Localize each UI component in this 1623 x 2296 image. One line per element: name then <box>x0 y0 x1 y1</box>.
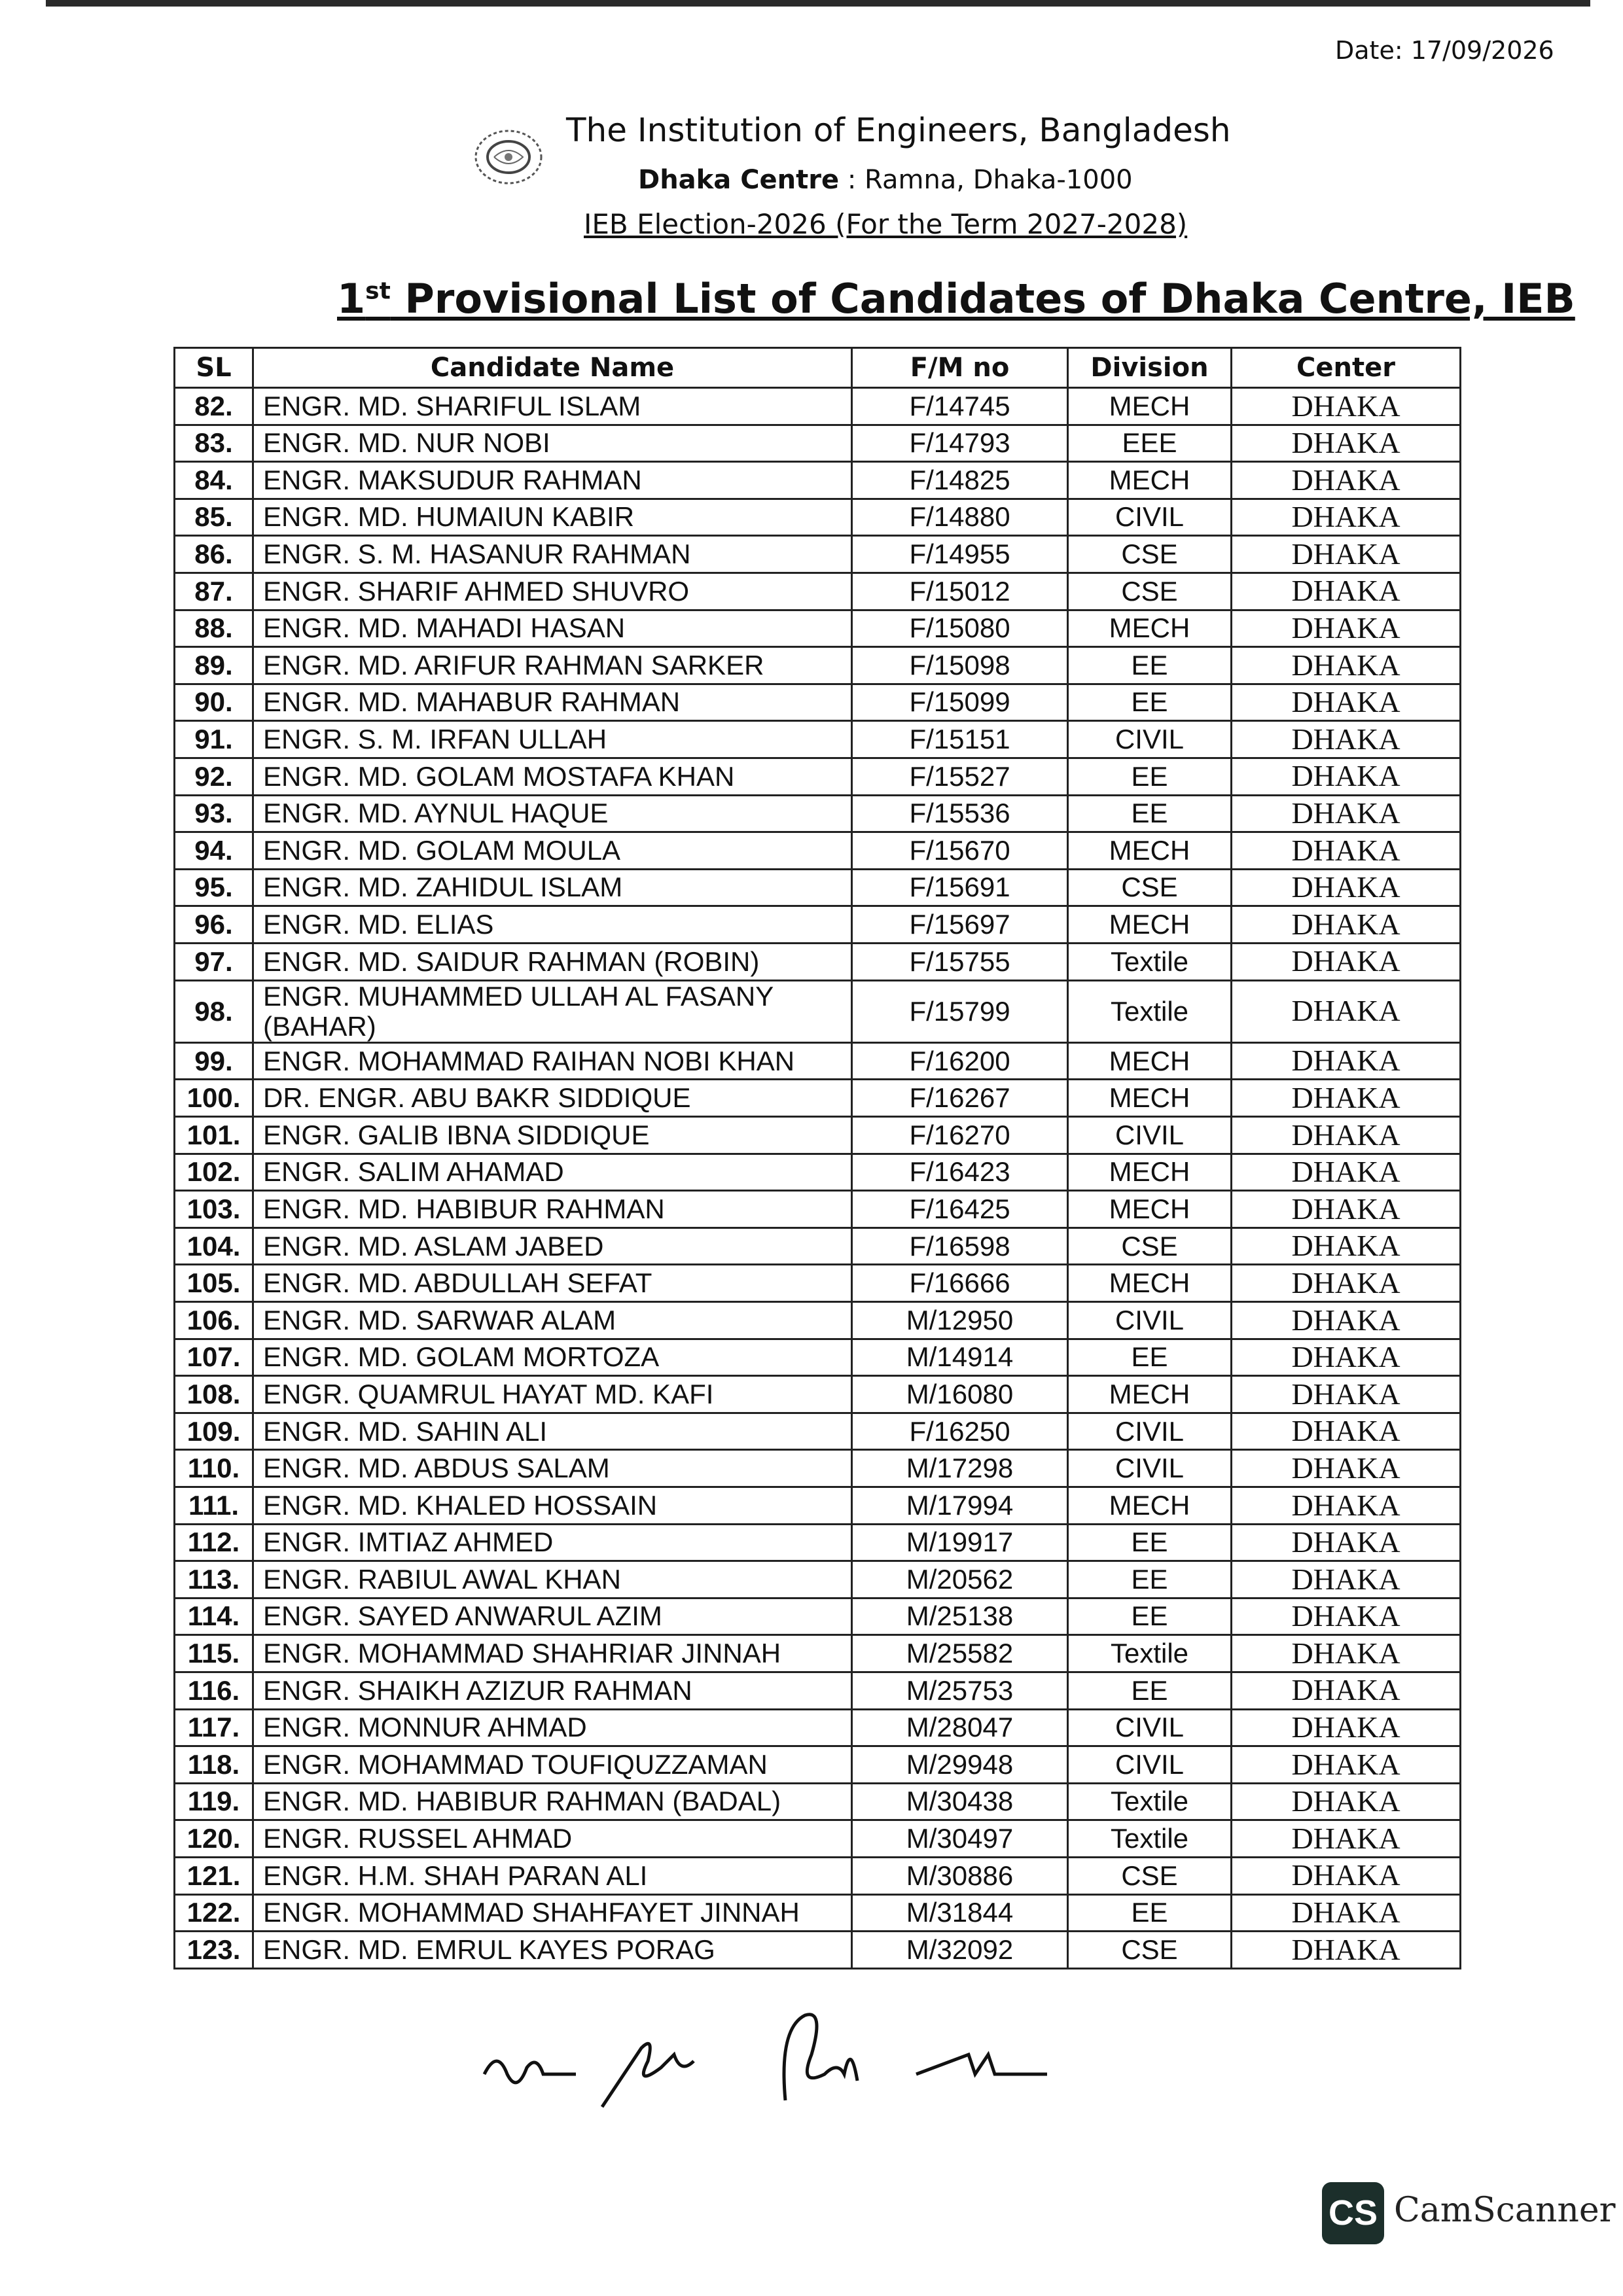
cell-fm-no: M/30886 <box>852 1857 1068 1894</box>
cell-center: DHAKA <box>1232 462 1461 499</box>
cell-candidate-name: ENGR. MD. ELIAS <box>253 906 852 944</box>
cell-fm-no: M/30438 <box>852 1783 1068 1820</box>
cell-fm-no: F/16666 <box>852 1265 1068 1302</box>
cell-sl: 109. <box>175 1413 253 1450</box>
cell-candidate-name: ENGR. QUAMRUL HAYAT MD. KAFI <box>253 1376 852 1413</box>
cell-fm-no: F/14955 <box>852 536 1068 573</box>
table-row <box>175 1709 1461 1746</box>
cell-center: DHAKA <box>1232 721 1461 758</box>
cell-fm-no: F/15691 <box>852 869 1068 906</box>
cell-center: DHAKA <box>1232 1635 1461 1672</box>
cell-candidate-name: ENGR. MD. SAHIN ALI <box>253 1413 852 1450</box>
scan-top-edge <box>46 0 1590 7</box>
cell-candidate-name: ENGR. MUHAMMED ULLAH AL FASANY (BAHAR) <box>253 980 852 1042</box>
table-row <box>175 758 1461 795</box>
cell-fm-no: M/25753 <box>852 1672 1068 1709</box>
cell-candidate-name: ENGR. MD. SHARIFUL ISLAM <box>253 388 852 425</box>
cell-sl: 86. <box>175 536 253 573</box>
cell-sl: 90. <box>175 684 253 721</box>
cell-fm-no: M/32092 <box>852 1932 1068 1969</box>
cell-candidate-name: ENGR. MOHAMMAD SHAHFAYET JINNAH <box>253 1894 852 1932</box>
table-row <box>175 795 1461 832</box>
cell-sl: 100. <box>175 1080 253 1117</box>
cell-center: DHAKA <box>1232 684 1461 721</box>
cell-fm-no: F/16270 <box>852 1117 1068 1154</box>
table-row <box>175 1302 1461 1339</box>
cell-fm-no: F/16267 <box>852 1080 1068 1117</box>
list-title-ordinal: st <box>365 277 391 305</box>
cell-division: CSE <box>1068 573 1232 610</box>
cell-sl: 106. <box>175 1302 253 1339</box>
candidates-table <box>173 347 1461 1969</box>
cell-fm-no: M/28047 <box>852 1709 1068 1746</box>
cell-center: DHAKA <box>1232 1191 1461 1228</box>
cell-division: MECH <box>1068 1042 1232 1080</box>
cell-division: EE <box>1068 647 1232 684</box>
cell-center: DHAKA <box>1232 795 1461 832</box>
cell-division: CIVIL <box>1068 1450 1232 1487</box>
table-row <box>175 1672 1461 1709</box>
cell-sl: 112. <box>175 1524 253 1561</box>
cell-sl: 84. <box>175 462 253 499</box>
cell-division: CSE <box>1068 1932 1232 1969</box>
cell-sl: 105. <box>175 1265 253 1302</box>
cell-center: DHAKA <box>1232 1709 1461 1746</box>
cell-center: DHAKA <box>1232 1783 1461 1820</box>
table-row <box>175 1932 1461 1969</box>
cell-sl: 118. <box>175 1746 253 1784</box>
table-row <box>175 388 1461 425</box>
table-row <box>175 536 1461 573</box>
cell-division: MECH <box>1068 462 1232 499</box>
cell-sl: 120. <box>175 1820 253 1858</box>
cell-sl: 92. <box>175 758 253 795</box>
table-row <box>175 610 1461 647</box>
cell-candidate-name: ENGR. S. M. HASANUR RAHMAN <box>253 536 852 573</box>
column-header-fm-no: F/M no <box>852 348 1068 388</box>
cell-sl: 113. <box>175 1561 253 1598</box>
cell-sl: 95. <box>175 869 253 906</box>
cell-candidate-name: ENGR. MD. ARIFUR RAHMAN SARKER <box>253 647 852 684</box>
table-row <box>175 1154 1461 1191</box>
cell-division: CSE <box>1068 1857 1232 1894</box>
cell-division: MECH <box>1068 1265 1232 1302</box>
cell-sl: 122. <box>175 1894 253 1932</box>
cell-candidate-name: ENGR. MD. HABIBUR RAHMAN <box>253 1191 852 1228</box>
cell-sl: 85. <box>175 499 253 536</box>
cell-fm-no: M/17994 <box>852 1487 1068 1525</box>
cell-sl: 83. <box>175 425 253 462</box>
cell-division: EE <box>1068 758 1232 795</box>
cell-division: Textile <box>1068 1635 1232 1672</box>
cell-candidate-name: ENGR. MD. SARWAR ALAM <box>253 1302 852 1339</box>
cell-division: MECH <box>1068 610 1232 647</box>
cell-sl: 110. <box>175 1450 253 1487</box>
cell-sl: 91. <box>175 721 253 758</box>
column-header-center: Center <box>1232 348 1461 388</box>
document-date: Date: 17/09/2026 <box>1335 36 1554 65</box>
cell-division: CIVIL <box>1068 1746 1232 1784</box>
camscanner-logo-icon: CS <box>1322 2182 1384 2244</box>
cell-center: DHAKA <box>1232 1450 1461 1487</box>
table-row <box>175 906 1461 944</box>
cell-sl: 97. <box>175 943 253 980</box>
cell-center: DHAKA <box>1232 1894 1461 1932</box>
cell-center: DHAKA <box>1232 906 1461 944</box>
cell-candidate-name: ENGR. MOHAMMAD TOUFIQUZZAMAN <box>253 1746 852 1784</box>
table-row <box>175 1376 1461 1413</box>
list-title-text: Provisional List of Candidates of Dhaka Centre, IEB <box>390 275 1575 323</box>
cell-center: DHAKA <box>1232 1598 1461 1635</box>
cell-division: MECH <box>1068 1080 1232 1117</box>
table-row <box>175 425 1461 462</box>
cell-fm-no: F/15151 <box>852 721 1068 758</box>
cell-fm-no: M/30497 <box>852 1820 1068 1858</box>
cell-sl: 87. <box>175 573 253 610</box>
cell-candidate-name: ENGR. MD. EMRUL KAYES PORAG <box>253 1932 852 1969</box>
handwritten-signatures <box>471 1976 1060 2127</box>
cell-division: CIVIL <box>1068 1117 1232 1154</box>
cell-sl: 104. <box>175 1227 253 1265</box>
cell-fm-no: F/15099 <box>852 684 1068 721</box>
list-title <box>337 275 1575 323</box>
cell-center: DHAKA <box>1232 1042 1461 1080</box>
cell-center: DHAKA <box>1232 647 1461 684</box>
election-term: IEB Election-2026 (For the Term 2027-2028) <box>584 208 1188 240</box>
cell-candidate-name: DR. ENGR. ABU BAKR SIDDIQUE <box>253 1080 852 1117</box>
cell-candidate-name: ENGR. MD. GOLAM MORTOZA <box>253 1339 852 1376</box>
cell-division: EE <box>1068 684 1232 721</box>
ieb-seal-icon <box>468 121 556 193</box>
table-row <box>175 684 1461 721</box>
cell-fm-no: M/20562 <box>852 1561 1068 1598</box>
cell-center: DHAKA <box>1232 943 1461 980</box>
table-header-row <box>175 348 1461 388</box>
cell-center: DHAKA <box>1232 1561 1461 1598</box>
table-row <box>175 1561 1461 1598</box>
cell-candidate-name: ENGR. SAYED ANWARUL AZIM <box>253 1598 852 1635</box>
cell-candidate-name: ENGR. MONNUR AHMAD <box>253 1709 852 1746</box>
cell-fm-no: F/15755 <box>852 943 1068 980</box>
cell-division: MECH <box>1068 1376 1232 1413</box>
cell-division: EE <box>1068 1672 1232 1709</box>
cell-center: DHAKA <box>1232 1672 1461 1709</box>
column-header-sl: SL <box>175 348 253 388</box>
cell-center: DHAKA <box>1232 425 1461 462</box>
cell-fm-no: F/16425 <box>852 1191 1068 1228</box>
cell-fm-no: M/25582 <box>852 1635 1068 1672</box>
cell-center: DHAKA <box>1232 536 1461 573</box>
table-row <box>175 1042 1461 1080</box>
cell-candidate-name: ENGR. MD. KHALED HOSSAIN <box>253 1487 852 1525</box>
cell-center: DHAKA <box>1232 1117 1461 1154</box>
cell-candidate-name: ENGR. MD. ASLAM JABED <box>253 1227 852 1265</box>
cell-fm-no: M/14914 <box>852 1339 1068 1376</box>
cell-candidate-name: ENGR. MD. HABIBUR RAHMAN (BADAL) <box>253 1783 852 1820</box>
cell-center: DHAKA <box>1232 1265 1461 1302</box>
cell-center: DHAKA <box>1232 1820 1461 1858</box>
cell-division: CIVIL <box>1068 1413 1232 1450</box>
cell-center: DHAKA <box>1232 1376 1461 1413</box>
column-header-candidate-name: Candidate Name <box>253 348 852 388</box>
cell-fm-no: F/16598 <box>852 1227 1068 1265</box>
cell-center: DHAKA <box>1232 1932 1461 1969</box>
cell-candidate-name: ENGR. MD. ABDUS SALAM <box>253 1450 852 1487</box>
cell-candidate-name: ENGR. SALIM AHAMAD <box>253 1154 852 1191</box>
table-row <box>175 462 1461 499</box>
organization-name: The Institution of Engineers, Bangladesh <box>566 111 1231 149</box>
cell-candidate-name: ENGR. MOHAMMAD SHAHRIAR JINNAH <box>253 1635 852 1672</box>
cell-division: EEE <box>1068 425 1232 462</box>
cell-fm-no: M/19917 <box>852 1524 1068 1561</box>
cell-candidate-name: ENGR. MD. AYNUL HAQUE <box>253 795 852 832</box>
cell-division: MECH <box>1068 832 1232 870</box>
cell-sl: 82. <box>175 388 253 425</box>
cell-candidate-name: ENGR. MAKSUDUR RAHMAN <box>253 462 852 499</box>
cell-fm-no: F/15527 <box>852 758 1068 795</box>
cell-fm-no: M/29948 <box>852 1746 1068 1784</box>
cell-fm-no: M/17298 <box>852 1450 1068 1487</box>
cell-candidate-name: ENGR. MD. SAIDUR RAHMAN (ROBIN) <box>253 943 852 980</box>
cell-division: Textile <box>1068 980 1232 1042</box>
cell-center: DHAKA <box>1232 1302 1461 1339</box>
cell-sl: 108. <box>175 1376 253 1413</box>
cell-center: DHAKA <box>1232 980 1461 1042</box>
cell-division: CSE <box>1068 536 1232 573</box>
cell-center: DHAKA <box>1232 499 1461 536</box>
cell-center: DHAKA <box>1232 1227 1461 1265</box>
cell-division: CIVIL <box>1068 1302 1232 1339</box>
cell-sl: 98. <box>175 980 253 1042</box>
cell-center: DHAKA <box>1232 832 1461 870</box>
cell-candidate-name: ENGR. MD. ABDULLAH SEFAT <box>253 1265 852 1302</box>
cell-candidate-name: ENGR. MOHAMMAD RAIHAN NOBI KHAN <box>253 1042 852 1080</box>
cell-fm-no: F/16200 <box>852 1042 1068 1080</box>
table-row <box>175 1191 1461 1228</box>
cell-candidate-name: ENGR. MD. MAHADI HASAN <box>253 610 852 647</box>
cell-fm-no: F/14793 <box>852 425 1068 462</box>
centre-label: Dhaka Centre <box>638 165 840 195</box>
table-row <box>175 1117 1461 1154</box>
cell-sl: 123. <box>175 1932 253 1969</box>
cell-sl: 111. <box>175 1487 253 1525</box>
cell-fm-no: M/16080 <box>852 1376 1068 1413</box>
cell-division: MECH <box>1068 906 1232 944</box>
cell-fm-no: M/31844 <box>852 1894 1068 1932</box>
cell-sl: 88. <box>175 610 253 647</box>
cell-division: Textile <box>1068 1783 1232 1820</box>
cell-sl: 121. <box>175 1857 253 1894</box>
cell-sl: 103. <box>175 1191 253 1228</box>
cell-candidate-name: ENGR. SHAIKH AZIZUR RAHMAN <box>253 1672 852 1709</box>
cell-division: MECH <box>1068 388 1232 425</box>
cell-candidate-name: ENGR. MD. NUR NOBI <box>253 425 852 462</box>
table-row <box>175 1487 1461 1525</box>
list-title-number: 1 <box>337 275 366 323</box>
table-row <box>175 1524 1461 1561</box>
table-row <box>175 1783 1461 1820</box>
cell-center: DHAKA <box>1232 1524 1461 1561</box>
cell-fm-no: M/12950 <box>852 1302 1068 1339</box>
cell-candidate-name: ENGR. RUSSEL AHMAD <box>253 1820 852 1858</box>
column-header-division: Division <box>1068 348 1232 388</box>
table-row <box>175 1227 1461 1265</box>
table-row <box>175 869 1461 906</box>
cell-fm-no: F/14745 <box>852 388 1068 425</box>
table-row <box>175 1080 1461 1117</box>
table-row <box>175 1820 1461 1858</box>
table-row <box>175 499 1461 536</box>
cell-candidate-name: ENGR. IMTIAZ AHMED <box>253 1524 852 1561</box>
cell-center: DHAKA <box>1232 869 1461 906</box>
cell-division: CIVIL <box>1068 1709 1232 1746</box>
cell-sl: 101. <box>175 1117 253 1154</box>
cell-division: MECH <box>1068 1154 1232 1191</box>
table-row <box>175 1746 1461 1784</box>
cell-candidate-name: ENGR. GALIB IBNA SIDDIQUE <box>253 1117 852 1154</box>
cell-center: DHAKA <box>1232 1487 1461 1525</box>
cell-center: DHAKA <box>1232 1339 1461 1376</box>
cell-division: MECH <box>1068 1487 1232 1525</box>
cell-sl: 119. <box>175 1783 253 1820</box>
table-row <box>175 1413 1461 1450</box>
cell-fm-no: F/15670 <box>852 832 1068 870</box>
table-row <box>175 980 1461 1042</box>
table-row <box>175 832 1461 870</box>
cell-division: Textile <box>1068 1820 1232 1858</box>
cell-division: EE <box>1068 1561 1232 1598</box>
cell-fm-no: F/15012 <box>852 573 1068 610</box>
cell-sl: 107. <box>175 1339 253 1376</box>
cell-center: DHAKA <box>1232 1080 1461 1117</box>
cell-sl: 102. <box>175 1154 253 1191</box>
cell-candidate-name: ENGR. MD. GOLAM MOULA <box>253 832 852 870</box>
table-row <box>175 1635 1461 1672</box>
table-row <box>175 1265 1461 1302</box>
cell-sl: 114. <box>175 1598 253 1635</box>
cell-sl: 117. <box>175 1709 253 1746</box>
table-row <box>175 647 1461 684</box>
cell-division: CSE <box>1068 869 1232 906</box>
cell-candidate-name: ENGR. MD. GOLAM MOSTAFA KHAN <box>253 758 852 795</box>
cell-fm-no: M/25138 <box>852 1598 1068 1635</box>
table-row <box>175 1857 1461 1894</box>
cell-fm-no: F/16423 <box>852 1154 1068 1191</box>
cell-candidate-name: ENGR. RABIUL AWAL KHAN <box>253 1561 852 1598</box>
cell-candidate-name: ENGR. MD. ZAHIDUL ISLAM <box>253 869 852 906</box>
cell-fm-no: F/14825 <box>852 462 1068 499</box>
cell-candidate-name: ENGR. S. M. IRFAN ULLAH <box>253 721 852 758</box>
table-row <box>175 1598 1461 1635</box>
cell-fm-no: F/15080 <box>852 610 1068 647</box>
table-body <box>175 388 1461 1969</box>
cell-center: DHAKA <box>1232 1413 1461 1450</box>
cell-center: DHAKA <box>1232 758 1461 795</box>
cell-sl: 99. <box>175 1042 253 1080</box>
cell-division: EE <box>1068 1339 1232 1376</box>
cell-center: DHAKA <box>1232 1857 1461 1894</box>
cell-center: DHAKA <box>1232 1154 1461 1191</box>
cell-division: Textile <box>1068 943 1232 980</box>
cell-sl: 115. <box>175 1635 253 1672</box>
centre-line <box>638 165 1133 195</box>
cell-fm-no: F/16250 <box>852 1413 1068 1450</box>
cell-sl: 96. <box>175 906 253 944</box>
cell-center: DHAKA <box>1232 610 1461 647</box>
cell-fm-no: F/14880 <box>852 499 1068 536</box>
cell-division: EE <box>1068 1894 1232 1932</box>
table-row <box>175 1450 1461 1487</box>
table-row <box>175 943 1461 980</box>
cell-center: DHAKA <box>1232 1746 1461 1784</box>
table-row <box>175 721 1461 758</box>
cell-division: CSE <box>1068 1227 1232 1265</box>
cell-candidate-name: ENGR. MD. MAHABUR RAHMAN <box>253 684 852 721</box>
camscanner-watermark: CamScanner <box>1394 2191 1616 2230</box>
cell-division: EE <box>1068 795 1232 832</box>
centre-address: : Ramna, Dhaka-1000 <box>839 165 1133 195</box>
cell-division: CIVIL <box>1068 499 1232 536</box>
cell-candidate-name: ENGR. MD. HUMAIUN KABIR <box>253 499 852 536</box>
cell-candidate-name: ENGR. SHARIF AHMED SHUVRO <box>253 573 852 610</box>
cell-division: MECH <box>1068 1191 1232 1228</box>
cell-center: DHAKA <box>1232 388 1461 425</box>
cell-sl: 89. <box>175 647 253 684</box>
cell-fm-no: F/15697 <box>852 906 1068 944</box>
cell-division: EE <box>1068 1598 1232 1635</box>
table-row <box>175 1339 1461 1376</box>
cell-candidate-name: ENGR. H.M. SHAH PARAN ALI <box>253 1857 852 1894</box>
table-row <box>175 573 1461 610</box>
cell-fm-no: F/15536 <box>852 795 1068 832</box>
table-row <box>175 1894 1461 1932</box>
cell-division: EE <box>1068 1524 1232 1561</box>
cell-fm-no: F/15098 <box>852 647 1068 684</box>
cell-sl: 94. <box>175 832 253 870</box>
cell-center: DHAKA <box>1232 573 1461 610</box>
cell-sl: 93. <box>175 795 253 832</box>
cell-division: CIVIL <box>1068 721 1232 758</box>
cell-sl: 116. <box>175 1672 253 1709</box>
cell-fm-no: F/15799 <box>852 980 1068 1042</box>
